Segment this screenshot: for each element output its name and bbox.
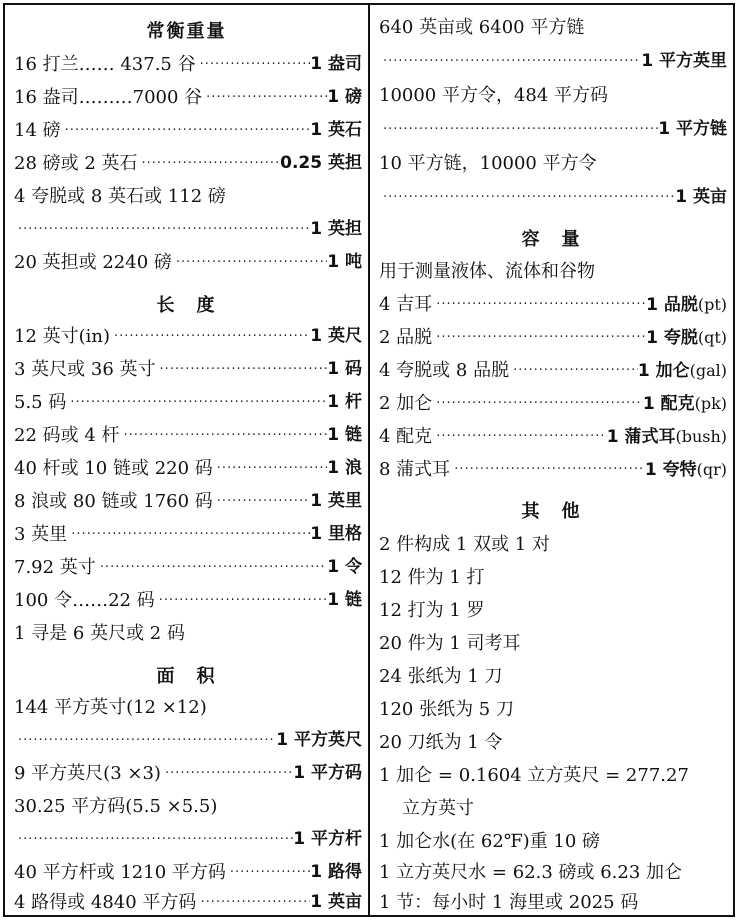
row-equivalent: 1 英亩 — [675, 187, 727, 207]
other-row: 20 刀纸为 1 令 — [379, 732, 503, 753]
leader-dots — [138, 147, 281, 180]
unit-abbr: (bush) — [675, 426, 727, 446]
leader-dots — [379, 45, 641, 78]
leader-dots — [172, 246, 327, 279]
leader-dots — [14, 823, 293, 856]
length-row-text: 1 寻是 6 英尺或 2 码 — [14, 623, 185, 644]
row-quantity: 5.5 码 — [14, 392, 67, 413]
row-equivalent: 1 吨 — [327, 252, 362, 272]
left-column — [5, 5, 368, 915]
unit-abbr: (gal) — [689, 360, 727, 380]
section-heading-other: 其 他 — [521, 501, 582, 522]
leader-dots — [432, 387, 643, 420]
row-quantity: 16 打兰…… 437.5 谷 — [14, 54, 196, 75]
row-quantity: 3 英尺或 36 英寸 — [14, 359, 156, 380]
row-quantity: 8 浪或 80 链或 1760 码 — [14, 491, 213, 512]
area-row — [5, 886, 368, 919]
other-row: 1 立方英尺水 = 62.3 磅或 6.23 加仑 — [379, 862, 683, 883]
leader-dots — [432, 420, 607, 453]
other-row: 12 打为 1 罗 — [379, 600, 485, 621]
unit-name: 1 夸特 — [644, 459, 697, 480]
area-cont-row-text: 10 平方链，10000 平方令 — [379, 153, 597, 174]
row-quantity: 22 码或 4 杆 — [14, 425, 120, 446]
leader-dots — [96, 551, 327, 584]
unit-abbr: (pk) — [694, 393, 727, 413]
leader-dots — [509, 354, 638, 387]
leader-dots — [432, 321, 646, 354]
row-equivalent: 1 平方英里 — [641, 51, 727, 71]
other-row: 1 加仑水(在 62℉)重 10 磅 — [379, 831, 601, 852]
row-equivalent — [645, 453, 727, 487]
area-row-text: 30.25 平方码(5.5 ×5.5) — [14, 796, 218, 817]
capacity-row — [370, 288, 733, 321]
length-row — [5, 452, 368, 485]
other-row: 120 张纸为 5 刀 — [379, 699, 514, 720]
weight-row — [5, 147, 368, 180]
row-equivalent: 1 链 — [327, 590, 362, 610]
row-quantity: 4 路得或 4840 平方码 — [14, 892, 197, 913]
capacity-row — [370, 321, 733, 354]
area-cont-row-text: 640 英亩或 6400 平方链 — [379, 17, 585, 38]
row-equivalent: 1 浪 — [327, 458, 362, 478]
area-cont-row — [370, 181, 733, 214]
area-row — [5, 856, 368, 889]
length-row — [5, 386, 368, 419]
row-equivalent: 1 盎司 — [310, 54, 362, 74]
row-equivalent — [646, 288, 727, 322]
length-row — [5, 320, 368, 353]
other-row: 12 件为 1 打 — [379, 567, 485, 588]
row-equivalent: 1 码 — [327, 359, 362, 379]
leader-dots — [379, 113, 658, 146]
row-equivalent: 1 英亩 — [310, 892, 362, 912]
row-quantity: 100 令……22 码 — [14, 590, 155, 611]
leader-dots — [66, 386, 327, 419]
weight-row-text: 4 夸脱或 8 英石或 112 磅 — [14, 186, 226, 207]
capacity-row — [370, 453, 733, 486]
row-equivalent: 1 里格 — [310, 524, 362, 544]
leader-dots — [450, 453, 645, 486]
weight-row — [5, 213, 368, 246]
right-column — [370, 5, 733, 915]
section-heading-area: 面 积 — [156, 666, 217, 687]
area-row — [5, 724, 368, 757]
row-quantity: 9 平方英尺(3 ×3) — [14, 763, 161, 784]
area-cont-row — [370, 113, 733, 146]
area-row — [5, 757, 368, 790]
leader-dots — [61, 114, 311, 147]
leader-dots — [14, 213, 310, 246]
unit-name: 1 配克 — [642, 393, 695, 414]
capacity-row — [370, 354, 733, 387]
row-quantity: 4 配克 — [379, 426, 433, 447]
leader-dots — [226, 856, 310, 889]
unit-abbr: (qr) — [696, 459, 727, 479]
row-quantity: 2 品脱 — [379, 327, 433, 348]
unit-abbr: (qt) — [697, 327, 727, 347]
row-quantity: 14 磅 — [14, 120, 61, 141]
row-quantity: 28 磅或 2 英石 — [14, 153, 138, 174]
row-quantity: 4 夸脱或 8 品脱 — [379, 360, 510, 381]
row-quantity: 8 蒲式耳 — [379, 459, 451, 480]
row-quantity: 40 杆或 10 链或 220 码 — [14, 458, 213, 479]
leader-dots — [14, 724, 276, 757]
capacity-row — [370, 387, 733, 420]
row-equivalent — [638, 354, 727, 388]
length-row — [5, 485, 368, 518]
section-heading-capacity: 容 量 — [521, 229, 582, 250]
unit-name: 1 品脱 — [646, 294, 698, 315]
leader-dots — [120, 419, 328, 452]
row-equivalent: 1 磅 — [327, 87, 362, 107]
row-equivalent: 1 链 — [327, 425, 362, 445]
row-equivalent: 1 英尺 — [310, 326, 362, 346]
unit-name: 1 加仑 — [637, 360, 690, 381]
length-row — [5, 551, 368, 584]
row-quantity: 16 盎司………7000 谷 — [14, 87, 203, 108]
other-row: 2 件构成 1 双或 1 对 — [379, 534, 550, 555]
row-equivalent — [646, 321, 727, 355]
leader-dots — [155, 584, 328, 617]
area-row-text: 144 平方英寸(12 ×12) — [14, 697, 207, 718]
other-row: 1 加仑 = 0.1604 立方英尺 = 277.27 — [379, 765, 689, 786]
leader-dots — [432, 288, 646, 321]
weight-row — [5, 81, 368, 114]
area-cont-row — [370, 45, 733, 78]
row-quantity: 40 平方杆或 1210 平方码 — [14, 862, 226, 883]
weight-row — [5, 48, 368, 81]
row-equivalent: 1 路得 — [310, 862, 362, 882]
row-equivalent: 0.25 英担 — [280, 153, 362, 173]
capacity-note: 用于测量液体、流体和谷物 — [379, 261, 595, 282]
leader-dots — [379, 181, 675, 214]
leader-dots — [213, 452, 327, 485]
length-row — [5, 419, 368, 452]
row-equivalent: 1 杆 — [327, 392, 362, 412]
conversion-table — [3, 3, 735, 917]
leader-dots — [202, 81, 327, 114]
row-equivalent: 1 英里 — [310, 491, 362, 511]
leader-dots — [196, 886, 310, 919]
length-row — [5, 353, 368, 386]
weight-row — [5, 114, 368, 147]
row-quantity: 7.92 英寸 — [14, 557, 96, 578]
leader-dots — [196, 48, 311, 81]
row-equivalent — [607, 420, 727, 454]
other-row-continued: 立方英寸 — [402, 798, 474, 819]
leader-dots — [110, 320, 310, 353]
unit-name: 1 蒲式耳 — [606, 426, 676, 447]
row-quantity: 2 加仑 — [379, 393, 433, 414]
section-heading-weight: 常衡重量 — [146, 21, 227, 42]
row-equivalent — [643, 387, 727, 421]
unit-name: 1 夸脱 — [646, 327, 698, 348]
row-equivalent: 1 英担 — [310, 219, 362, 239]
other-row: 1 节：每小时 1 海里或 2025 码 — [379, 892, 639, 913]
leader-dots — [161, 757, 293, 790]
section-heading-length: 长 度 — [156, 295, 217, 316]
capacity-row — [370, 420, 733, 453]
leader-dots — [67, 518, 310, 551]
row-equivalent: 1 平方链 — [658, 119, 727, 139]
row-quantity: 12 英寸(in) — [14, 326, 111, 347]
row-equivalent: 1 令 — [327, 557, 362, 577]
leader-dots — [156, 353, 328, 386]
row-quantity: 3 英里 — [14, 524, 68, 545]
unit-abbr: (pt) — [697, 294, 727, 314]
row-quantity: 4 吉耳 — [379, 294, 433, 315]
leader-dots — [213, 485, 310, 518]
row-quantity: 20 英担或 2240 磅 — [14, 252, 172, 273]
area-row — [5, 823, 368, 856]
row-equivalent: 1 平方码 — [293, 763, 362, 783]
weight-row — [5, 246, 368, 279]
length-row — [5, 518, 368, 551]
area-cont-row-text: 10000 平方令，484 平方码 — [379, 85, 609, 106]
length-row — [5, 584, 368, 617]
other-row: 24 张纸为 1 刀 — [379, 666, 503, 687]
row-equivalent: 1 平方英尺 — [276, 730, 362, 750]
row-equivalent: 1 平方杆 — [293, 829, 362, 849]
other-row: 20 件为 1 司考耳 — [379, 633, 521, 654]
row-equivalent: 1 英石 — [310, 120, 362, 140]
